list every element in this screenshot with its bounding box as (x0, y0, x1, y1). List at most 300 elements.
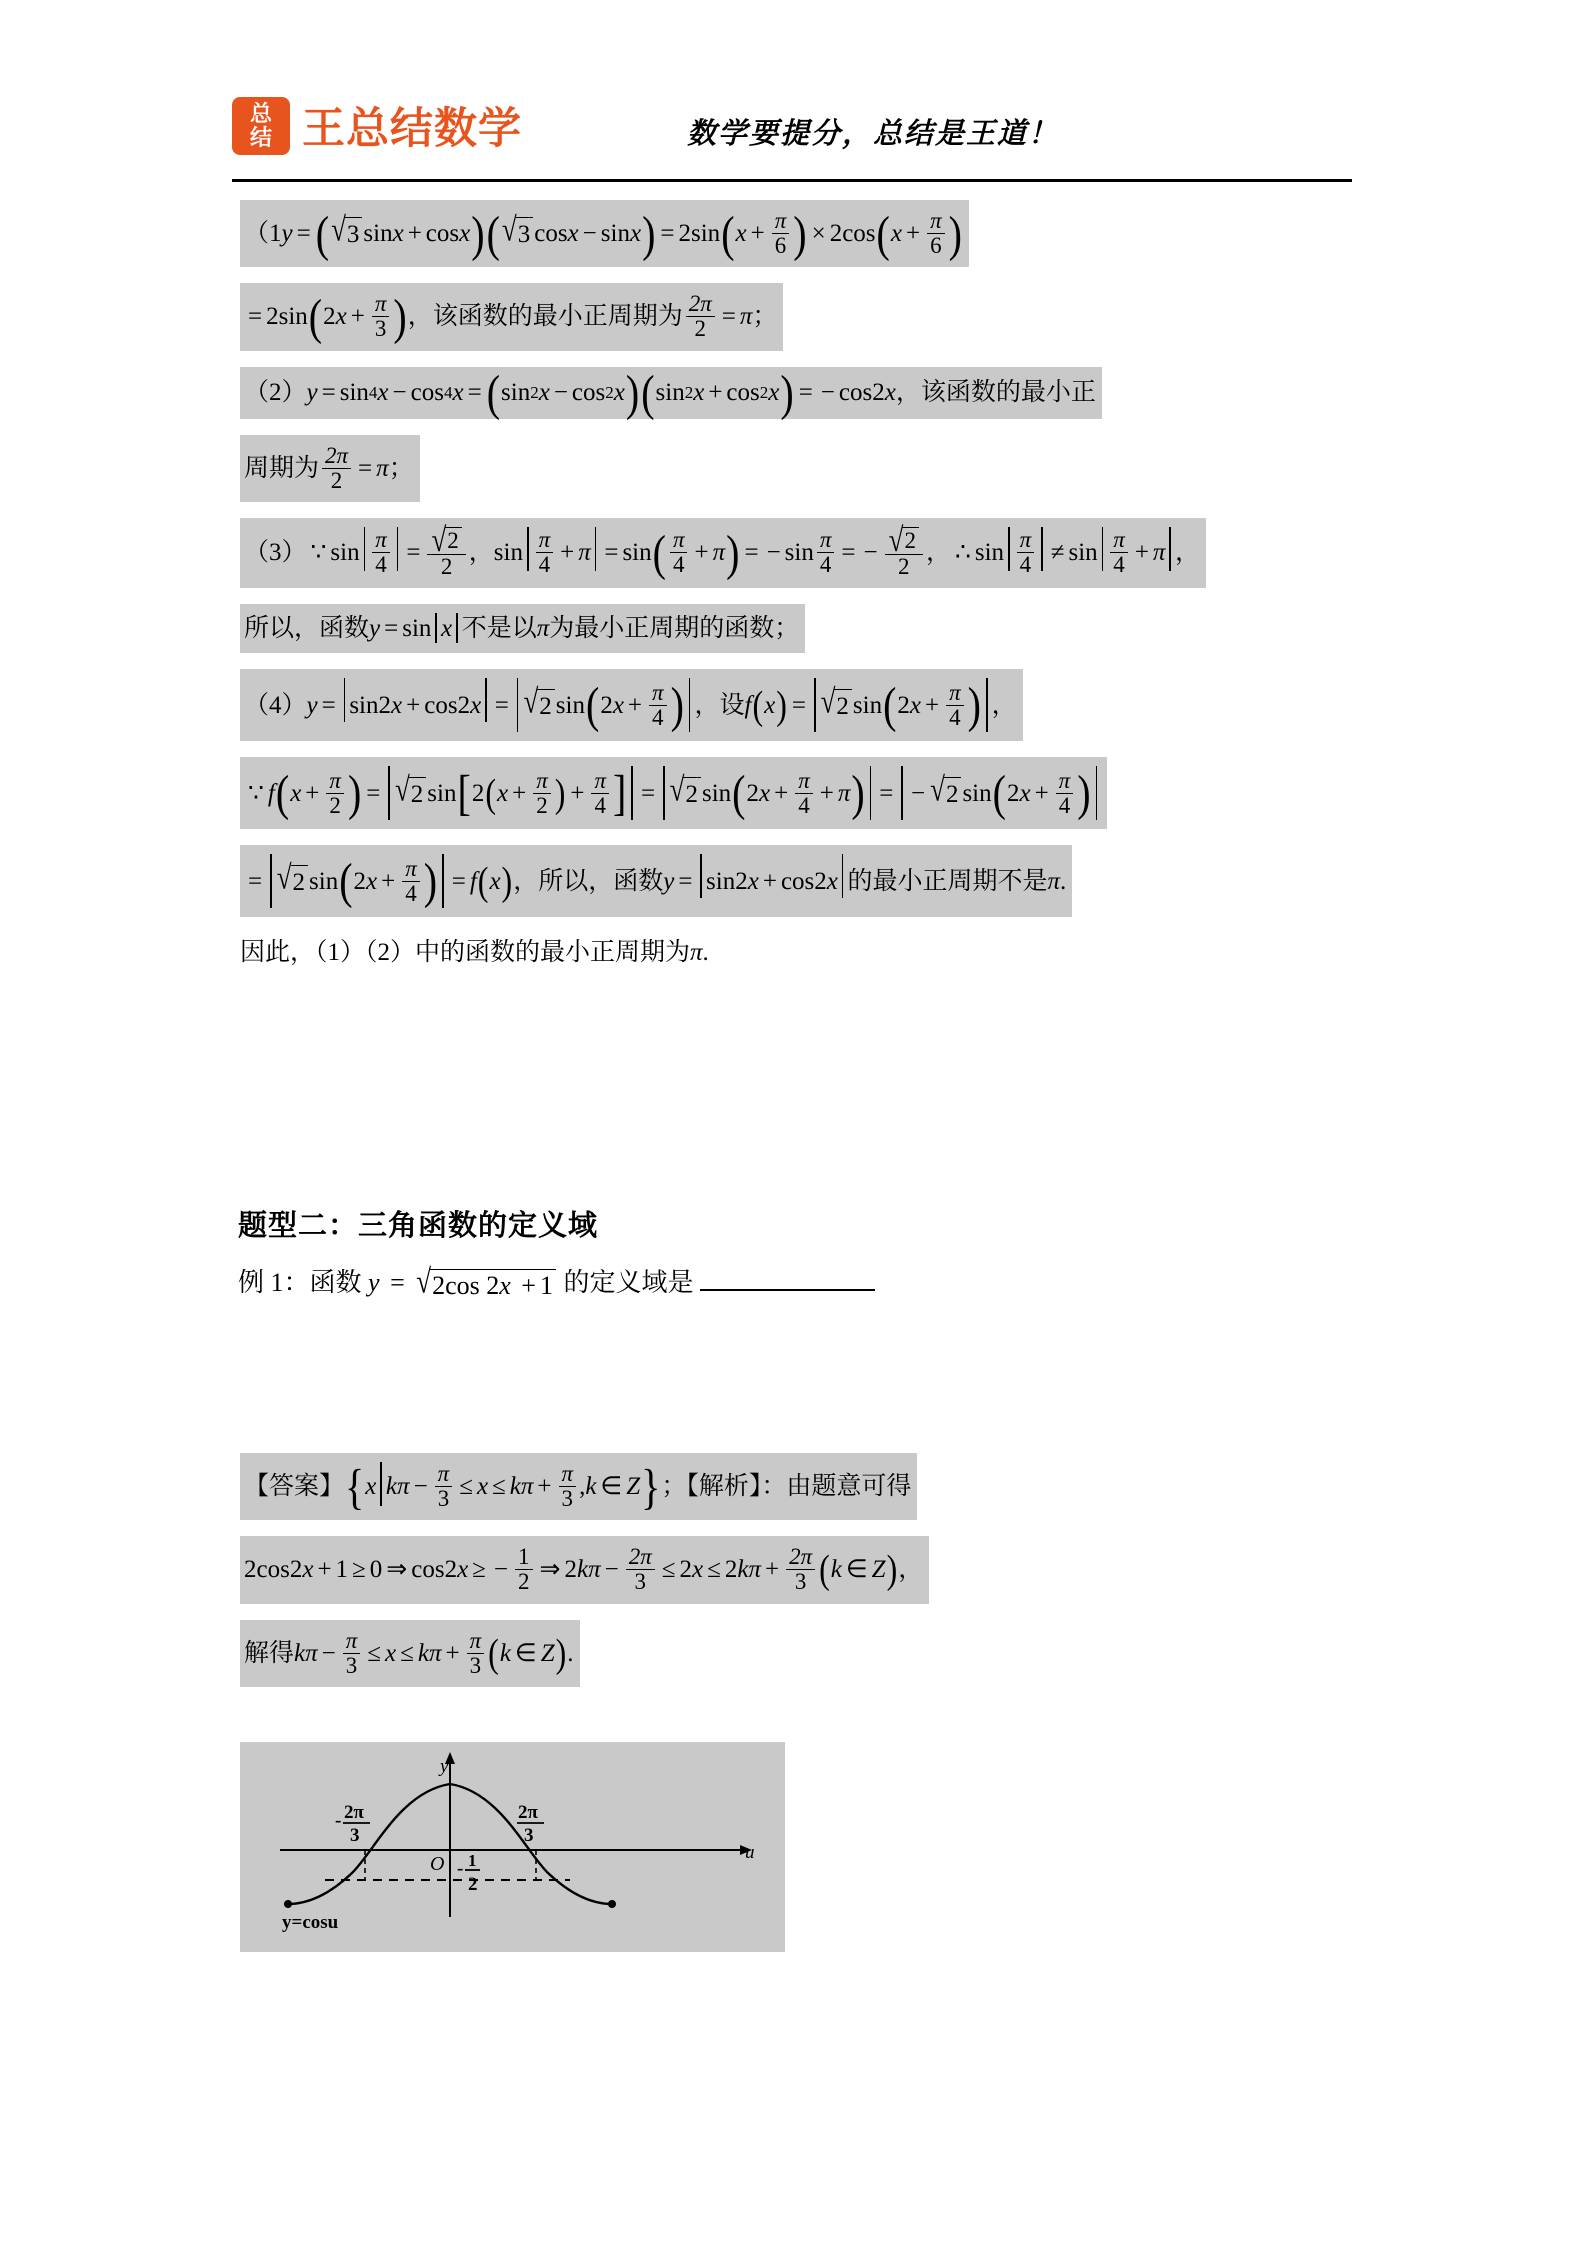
paren-open: ( (819, 1546, 830, 1592)
eq: = (296, 220, 311, 248)
geq: ≥ (352, 1556, 366, 1584)
sin: sin (600, 220, 630, 248)
line2-text: ，该函数的最小正周期为 (407, 303, 683, 331)
y-tick-num: 1 (468, 1851, 477, 1870)
section-heading: 题型二：三角函数的定义域 (238, 1210, 599, 1242)
var-k: k (499, 1639, 511, 1667)
exp-2: 2 (530, 382, 539, 402)
eq: = (248, 303, 263, 331)
paren-close: ) (471, 204, 485, 262)
pi: π (837, 779, 851, 807)
solution-body (240, 200, 1370, 973)
bracket-open: [ (457, 764, 471, 821)
math-line-1 (240, 200, 1370, 267)
paren-close: ) (393, 288, 407, 345)
paren-open: ( (308, 288, 323, 345)
frac-1-2: $\frac{1}{2}$ (515, 1545, 533, 1594)
neq: ≠ (1050, 539, 1065, 567)
var-x: x (758, 779, 771, 807)
pi: π (739, 303, 753, 331)
math-line-10 (240, 933, 1370, 972)
plus: + (925, 691, 940, 719)
pi: π (1152, 539, 1166, 567)
num-2: 2 (678, 220, 691, 248)
pi: π (748, 1556, 761, 1584)
abs-bar (842, 854, 844, 898)
pi: π (578, 539, 591, 567)
var-x: x (457, 1556, 469, 1584)
example-line (238, 1262, 875, 1301)
var-k: k (509, 1473, 521, 1501)
abs-bar (986, 678, 988, 732)
pi: π (588, 1556, 601, 1584)
plus: + (708, 378, 723, 406)
eq: = (358, 454, 373, 482)
line9-text-2: 的最小正周期不是 (847, 867, 1048, 895)
minus: − (911, 779, 926, 807)
derivation-line-highlight: 2 cos 2 x + 1 ≥ 0 ⇒ cos 2 x ≥ − $\frac{1}{2}$ ⇒ 2 k π − $\frac{2\pi}{3}$ ≤ 2 x ≤ 2 k π + $\frac{2\pi}{3}$ ( k ∈ Z ) ， (240, 1536, 929, 1603)
period: . (1060, 867, 1067, 895)
eq: = (744, 539, 759, 567)
sin: sin (278, 303, 308, 331)
paren-close: ) (726, 524, 740, 581)
tick-label-neg-2pi-3-num: 2π (344, 1802, 364, 1823)
paren-close: ) (670, 676, 684, 733)
num-2: 2 (1006, 779, 1020, 807)
sin: sin (701, 779, 732, 807)
sqrt-2: √ 2 (821, 689, 852, 722)
paren-close: ) (780, 363, 794, 421)
num-2: 2 (746, 779, 759, 807)
sin: sin (555, 691, 585, 719)
var-k: k (830, 1556, 842, 1584)
cos: cos (780, 867, 815, 895)
abs-bar (442, 854, 444, 908)
implies: ⇒ (386, 1556, 408, 1584)
abs-bar (1102, 527, 1104, 571)
paren-close: ) (423, 852, 438, 909)
var-x: x (909, 691, 922, 719)
plus: + (762, 867, 777, 895)
semicolon: ； (752, 303, 778, 331)
pi: π (305, 1639, 318, 1667)
var-x: x (366, 867, 378, 895)
eq: = (248, 867, 263, 895)
header-divider (232, 179, 1352, 182)
var-x: x (691, 1556, 704, 1584)
var-y: y (281, 220, 293, 248)
line3-text: ，该函数的最小正 (895, 378, 1096, 406)
var-x: x (290, 779, 302, 807)
var-x: x (612, 691, 624, 719)
frac-pi-4: $\frac{\pi}{4}$ (372, 528, 390, 577)
solve-line-highlight (240, 1620, 580, 1687)
minus: − (493, 1556, 509, 1584)
plus: + (764, 1556, 780, 1584)
frac-pi-4: $\frac{\pi}{4}$ (1056, 769, 1074, 818)
eq: = (879, 779, 894, 807)
eq: = (451, 867, 466, 895)
paren-close: ) (642, 204, 656, 262)
sin: sin (349, 691, 379, 719)
frac-pi-4: $\frac{\pi}{4}$ (1110, 528, 1128, 577)
math-line-2-highlight (240, 283, 783, 350)
num-2: 2 (724, 1556, 738, 1584)
abs-bar (1096, 766, 1098, 820)
math-line-1-highlight (240, 200, 969, 267)
in-symbol: ∈ (600, 1473, 623, 1501)
plus: + (560, 539, 575, 567)
sqrt-2: √ 2 (395, 777, 426, 810)
comma: ， (925, 539, 951, 567)
var-x: x (735, 220, 747, 248)
derivation-line (240, 1536, 1370, 1603)
minus: − (553, 378, 568, 406)
paren-close: ) (776, 682, 787, 728)
tick-label-2pi-3-num: 2π (518, 1802, 538, 1823)
var-x: x (890, 220, 902, 248)
var-x: x (884, 378, 896, 406)
frac-sqrt2-2: √ 2 2 (885, 527, 923, 579)
abs-bar (517, 678, 519, 732)
eq: = (678, 867, 693, 895)
abs-bar (700, 854, 702, 898)
sin: sin (339, 378, 369, 406)
leq: ≤ (459, 1473, 473, 1501)
frac-pi-3: $\frac{\pi}{3}$ (559, 1462, 577, 1511)
sin: sin (309, 867, 339, 895)
plus: + (445, 1639, 460, 1667)
frac-pi-3: $\frac{\pi}{3}$ (372, 292, 390, 341)
plus: + (819, 779, 834, 807)
abs-bar (270, 854, 272, 908)
minus: − (863, 539, 878, 567)
answer-blank[interactable] (700, 1267, 875, 1291)
sin: sin (706, 867, 736, 895)
frac-2pi-2: $\frac{2\pi}{2}$ (322, 444, 351, 493)
item-label-2: （2） (244, 378, 307, 406)
pi: π (520, 1473, 534, 1501)
num-2: 2 (244, 1556, 257, 1584)
eq: = (841, 539, 856, 567)
frac-pi-4: $\frac{\pi}{4}$ (946, 681, 964, 730)
abs-bar (388, 766, 390, 820)
abs-bar (870, 766, 872, 820)
x-axis-label: u (745, 1842, 755, 1863)
answer-line (240, 1453, 1370, 1520)
paren-open: ( (641, 363, 655, 421)
sqrt-3: √ 3 (331, 217, 362, 250)
var-x: x (1019, 779, 1031, 807)
frac-pi-3: $\frac{\pi}{3}$ (467, 1629, 485, 1678)
answer-line-highlight (240, 1453, 917, 1520)
pi: π (690, 939, 703, 967)
var-k: k (417, 1639, 429, 1667)
leq: ≤ (400, 1639, 414, 1667)
num-2: 2 (564, 1556, 577, 1584)
sqrt-2: √ 2 (523, 689, 554, 722)
sin: sin (427, 779, 457, 807)
num-2: 2 (735, 867, 748, 895)
exp-2: 2 (759, 382, 769, 402)
pi: π (428, 1639, 442, 1667)
frac-pi-2: $\frac{\pi}{2}$ (326, 769, 344, 818)
sin: sin (962, 779, 992, 807)
paren-open: ( (315, 204, 330, 262)
var-x: x (764, 691, 776, 719)
plus: + (774, 779, 789, 807)
paren-open: ( (752, 682, 764, 728)
y-tick-den: 2 (468, 1874, 478, 1895)
sin: sin (493, 539, 523, 567)
solve-line (240, 1620, 1370, 1687)
num-2: 2 (444, 1556, 458, 1584)
sqrt-2: √ 2 (670, 777, 701, 810)
paren-open: ( (488, 1629, 499, 1675)
pi: π (536, 615, 550, 643)
frac-pi-4: $\frac{\pi}{4}$ (649, 681, 667, 730)
abs-bar (595, 527, 597, 571)
solve-label: 解得 (244, 1639, 295, 1667)
var-k: k (737, 1556, 749, 1584)
var-y: y (368, 1268, 380, 1297)
var-x: x (567, 220, 579, 248)
frac-pi-4: $\frac{\pi}{4}$ (1017, 528, 1035, 577)
plus: + (305, 779, 320, 807)
abs-bar (456, 613, 458, 643)
var-x: x (385, 1639, 397, 1667)
frac-pi-4: $\frac{\pi}{4}$ (402, 857, 420, 906)
sin: sin (852, 691, 883, 719)
math-line-2 (240, 283, 1370, 350)
minus: − (321, 1639, 336, 1667)
frac-pi-4: $\frac{\pi}{4}$ (591, 769, 609, 818)
curve-label: y=cosu (282, 1912, 339, 1933)
sin: sin (655, 378, 685, 406)
var-x: x (365, 1473, 377, 1501)
num-2: 2 (471, 779, 485, 807)
paren-close: ) (555, 1629, 567, 1675)
num-2: 2 (323, 303, 336, 331)
abs-bar (527, 527, 529, 571)
cos: cos (571, 378, 606, 406)
leq: ≤ (661, 1556, 676, 1584)
item-label-4: （4） (244, 691, 307, 719)
var-k: k (385, 1473, 398, 1501)
bracket-close: ] (613, 764, 627, 821)
in-symbol: ∈ (514, 1639, 537, 1667)
paren-open: ( (477, 858, 489, 904)
line4-text: 周期为 (244, 454, 320, 482)
eq: = (660, 220, 675, 248)
paren-close: ) (793, 204, 807, 262)
analysis-text: 由题意可得 (786, 1473, 912, 1501)
y-tick-minus: - (457, 1858, 464, 1879)
line7-text: ，设 (694, 691, 745, 719)
sin: sin (330, 539, 360, 567)
paren-open: ( (732, 764, 746, 821)
frac-2pi-2: $\frac{2\pi}{2}$ (686, 292, 715, 341)
math-line-7-highlight (240, 669, 1023, 741)
comma: ， (468, 539, 494, 567)
sqrt-2: √ 2 (277, 865, 308, 898)
therefore-symbol: ∴ (954, 539, 971, 567)
minus: − (604, 1556, 619, 1584)
frac-pi-3: $\frac{\pi}{3}$ (435, 1462, 453, 1511)
plus: + (406, 691, 421, 719)
minus: − (582, 220, 597, 248)
var-x: x (392, 220, 404, 248)
sin: sin (784, 539, 814, 567)
math-line-5-highlight (240, 518, 1206, 588)
var-x: x (499, 1271, 511, 1300)
plus: + (537, 1473, 552, 1501)
plus: + (627, 691, 643, 719)
pi: π (397, 1473, 410, 1501)
comma: , (579, 1473, 586, 1501)
math-line-4 (240, 435, 1370, 502)
num-2: 2 (897, 691, 910, 719)
eq: = (321, 691, 336, 719)
tick-label-neg-2pi-3: - (335, 1810, 342, 1831)
line9-text-1: ，所以，函数 (513, 867, 664, 895)
var-x: x (768, 378, 780, 406)
y-axis-label: y (440, 1756, 449, 1777)
frac-pi-2: $\frac{\pi}{2}$ (533, 769, 551, 818)
answer-block (240, 1453, 1370, 1703)
comma: ， (898, 1556, 924, 1584)
frac-pi-6: $\frac{\pi}{6}$ (927, 209, 945, 258)
abs-bar (814, 678, 816, 732)
frac-sqrt2-2: √ 2 2 (427, 527, 465, 579)
math-line-3-highlight (240, 363, 1102, 421)
eq: = (321, 378, 336, 406)
cos: cos (410, 378, 444, 406)
paren-open: ( (485, 770, 496, 816)
math-line-9 (240, 845, 1370, 917)
frac-pi-3: $\frac{\pi}{3}$ (343, 1629, 361, 1678)
logo-badge-line1: 总 (249, 101, 272, 127)
answer-label: 【答案】 (244, 1473, 345, 1501)
var-x: x (452, 378, 464, 406)
var-x: x (693, 378, 705, 406)
plus: + (1034, 779, 1049, 807)
because-symbol: ∵ (310, 539, 327, 567)
func-f: f (469, 867, 477, 895)
eq: = (406, 539, 421, 567)
var-y: y (369, 615, 381, 643)
paren-open: ( (339, 852, 353, 909)
curve-endpoint-right (608, 1900, 616, 1908)
exp-4: 4 (443, 382, 453, 402)
sin: sin (363, 220, 393, 248)
logo-badge-icon (232, 97, 290, 155)
var-x: x (747, 867, 759, 895)
paren-open: ( (275, 764, 290, 821)
leq: ≤ (367, 1639, 382, 1667)
cos: cos (411, 1556, 445, 1584)
page-header (232, 95, 1352, 181)
line6-text-3: 为最小正周期的函数； (549, 615, 800, 643)
line6-text-1: 所以，函数 (244, 615, 370, 643)
frac-2pi-3: $\frac{2\pi}{3}$ (626, 1545, 655, 1594)
abs-bar (1169, 527, 1171, 571)
var-x: x (538, 378, 550, 406)
eq: = (494, 691, 509, 719)
set-bar (380, 1462, 382, 1506)
num-2: 2 (266, 303, 279, 331)
cos: cos (838, 378, 873, 406)
origin-label: O (430, 1853, 445, 1875)
set-z: Z (626, 1473, 641, 1501)
frac-pi-4: $\frac{\pi}{4}$ (817, 528, 835, 577)
pi: π (1047, 867, 1061, 895)
num-2: 2 (486, 1271, 500, 1300)
sin: sin (691, 220, 721, 248)
cos: cos (445, 1271, 480, 1300)
math-line-9-highlight (240, 845, 1072, 917)
leq: ≤ (492, 1473, 506, 1501)
item-label-3: （3） (244, 539, 307, 567)
conclusion-text-wrap (240, 933, 709, 972)
paren-open: ( (486, 363, 501, 421)
cosine-graph-svg (240, 1742, 785, 1952)
var-k: k (576, 1556, 589, 1584)
plus: + (381, 867, 396, 895)
plus: + (694, 539, 709, 567)
var-y: y (306, 378, 318, 406)
plus: + (350, 303, 365, 331)
num-2: 2 (829, 220, 843, 248)
plus: + (905, 220, 921, 248)
cos: cos (256, 1556, 290, 1584)
var-x: x (441, 615, 453, 643)
abs-bar (1041, 527, 1043, 571)
frac-pi-4: $\frac{\pi}{4}$ (536, 528, 554, 577)
abs-bar (1008, 527, 1010, 571)
math-line-3 (240, 363, 1370, 421)
plus: + (750, 220, 765, 248)
brace-open: { (345, 1457, 365, 1515)
func-f: f (267, 779, 275, 807)
paren-open: ( (721, 204, 735, 262)
num-2: 2 (353, 867, 367, 895)
math-line-5 (240, 518, 1370, 588)
paren-close: ) (851, 764, 865, 821)
num-2: 2 (814, 867, 827, 895)
minus: − (820, 378, 835, 406)
frac-pi-4: $\frac{\pi}{4}$ (795, 769, 813, 818)
comma: ， (991, 691, 1017, 719)
var-x: x (476, 1473, 489, 1501)
sqrt-2: √ 2 (930, 777, 961, 810)
comma: ， (1175, 539, 1201, 567)
period: . (567, 1639, 574, 1667)
frac-pi-6: $\frac{\pi}{6}$ (772, 209, 790, 258)
cos: cos (425, 220, 460, 248)
var-k: k (294, 1639, 306, 1667)
num-2: 2 (872, 378, 885, 406)
analysis-label: ；【解析】： (661, 1473, 787, 1501)
cos: cos (424, 691, 458, 719)
eq: = (384, 615, 399, 643)
exp-4: 4 (368, 382, 378, 402)
abs-bar (485, 678, 487, 722)
sin: sin (1068, 539, 1098, 567)
var-x: x (459, 220, 471, 248)
semicolon: ； (388, 454, 414, 482)
geq: ≥ (472, 1556, 486, 1584)
